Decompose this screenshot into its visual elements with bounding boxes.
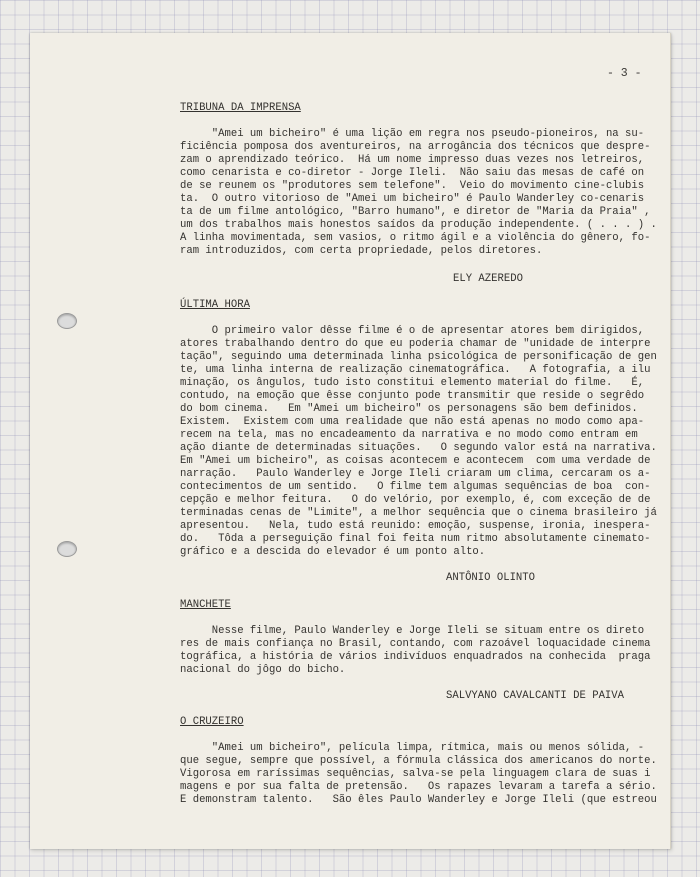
text-line: do bom cinema. Em "Amei um bicheiro" os personagens são bem definidos.	[180, 402, 638, 415]
text-line: "Amei um bicheiro", película limpa, rítmica, mais ou menos sólida, -	[180, 741, 645, 754]
author-signature: SALVYANO CAVALCANTI DE PAIVA	[446, 689, 625, 702]
text-line: nacional do jôgo do bicho.	[180, 663, 346, 676]
page-number: - 3 -	[607, 67, 642, 80]
text-line: Em "Amei um bicheiro", as coisas acontecem e acontecem com uma verdade de	[180, 455, 651, 468]
text-line: zam o aprendizado teórico. Há um nome impresso duas vezes nos letreiros,	[180, 154, 645, 167]
text-line: te, uma linha interna de realização cinematográfica. A fotografia, a ilu	[180, 363, 651, 376]
punch-hole	[57, 541, 77, 557]
text-line: "Amei um bicheiro" é uma lição em regra nos pseudo-pioneiros, na su-	[180, 128, 645, 141]
text-line: ficiência pomposa dos aventureiros, na arrogância dos técnicos que despre-	[180, 141, 651, 154]
text-line: apresentou. Nela, tudo está reunido: emoção, suspense, ironia, inespera-	[180, 520, 651, 533]
section-heading: O CRUZEIRO	[180, 715, 244, 728]
text-line: O primeiro valor dêsse filme é o de apresentar atores bem dirigidos,	[180, 324, 645, 337]
text-line: como cenarista e co-diretor - Jorge Ileli. Não saiu das mesas de café on	[180, 167, 645, 180]
text-line: Nesse filme, Paulo Wanderley e Jorge Ileli se situam entre os direto	[180, 624, 645, 637]
text-line: Vigorosa em raríssimas sequências, salva-se pela linguagem clara de suas i	[180, 767, 651, 780]
punch-hole	[57, 313, 77, 329]
text-line: que segue, sempre que possível, a fórmula clássica dos americanos do norte.	[180, 754, 657, 767]
text-line: cepção e melhor feitura. O do velório, por exemplo, é, com exceção de de	[180, 494, 651, 507]
author-signature: ANTÔNIO OLINTO	[446, 572, 536, 585]
text-line: narração. Paulo Wanderley e Jorge Ileli criaram um clima, cercaram os a-	[180, 468, 651, 481]
text-line: minação, os ângulos, tudo isto constitui elemento material do filme. É,	[180, 376, 645, 389]
typed-text	[180, 102, 657, 807]
text-line: E demonstram talento. São êles Paulo Wanderley e Jorge Ileli (que estreou	[180, 794, 657, 807]
text-line: gráfico e a descida do elevador é um ponto alto.	[180, 546, 486, 559]
text-line: tográfica, a história de vários indivíduos enquadrados na conhecida praga	[180, 650, 651, 663]
text-line: atores trabalhando dentro do que eu poderia chamar de "unidade de interpre	[180, 337, 651, 350]
text-line: ta de um filme antológico, "Barro humano", e diretor de "Maria da Praia" ,	[180, 206, 651, 219]
text-line: terminadas cenas de "Limite", a melhor sequência que o cinema brasileiro já	[180, 507, 657, 520]
text-line: tação", seguindo uma determinada linha psicológica de personificação de gen	[180, 350, 657, 363]
text-line: contudo, na emoção que êsse conjunto pode transmitir que reside o segrêdo	[180, 389, 645, 402]
text-line: ação diante de determinadas situações. O segundo valor está na narrativa.	[180, 442, 657, 455]
text-line: magens e por sua falta de pretensão. Os rapazes levaram a tarefa a sério.	[180, 780, 657, 793]
section-heading: ÚLTIMA HORA	[180, 298, 250, 311]
text-line: ta. O outro vitorioso de "Amei um bicheiro" é Paulo Wanderley co-cenaris	[180, 193, 645, 206]
author-signature: ELY AZEREDO	[453, 272, 523, 285]
text-line: do. Tôda a perseguição final foi feita num ritmo absolutamente cinemato-	[180, 533, 651, 546]
text-line: contecimentos de um sentido. O filme tem algumas sequências de boa con-	[180, 481, 651, 494]
text-line: res de mais confiança no Brasil, contando, com razoável loquacidade cinema	[180, 637, 651, 650]
text-line: de se reunem os "produtores sem telefone". Veio do movimento cine-clubis	[180, 180, 645, 193]
text-line: recem na tela, mas no encadeamento da narrativa e no modo como entram em	[180, 428, 638, 441]
text-line: A linha movimentada, sem vasios, o ritmo ágil e a violência do gênero, fo-	[180, 232, 651, 245]
text-line: um dos trabalhos mais honestos saídos da produção independente. ( . . . ) .	[180, 219, 657, 232]
text-line: Existem. Existem com uma realidade que não está apenas no modo como apa-	[180, 415, 645, 428]
section-heading: MANCHETE	[180, 598, 231, 611]
text-line: ram introduzidos, com certa propriedade, pelos diretores.	[180, 245, 543, 258]
section-heading: TRIBUNA DA IMPRENSA	[180, 102, 301, 114]
